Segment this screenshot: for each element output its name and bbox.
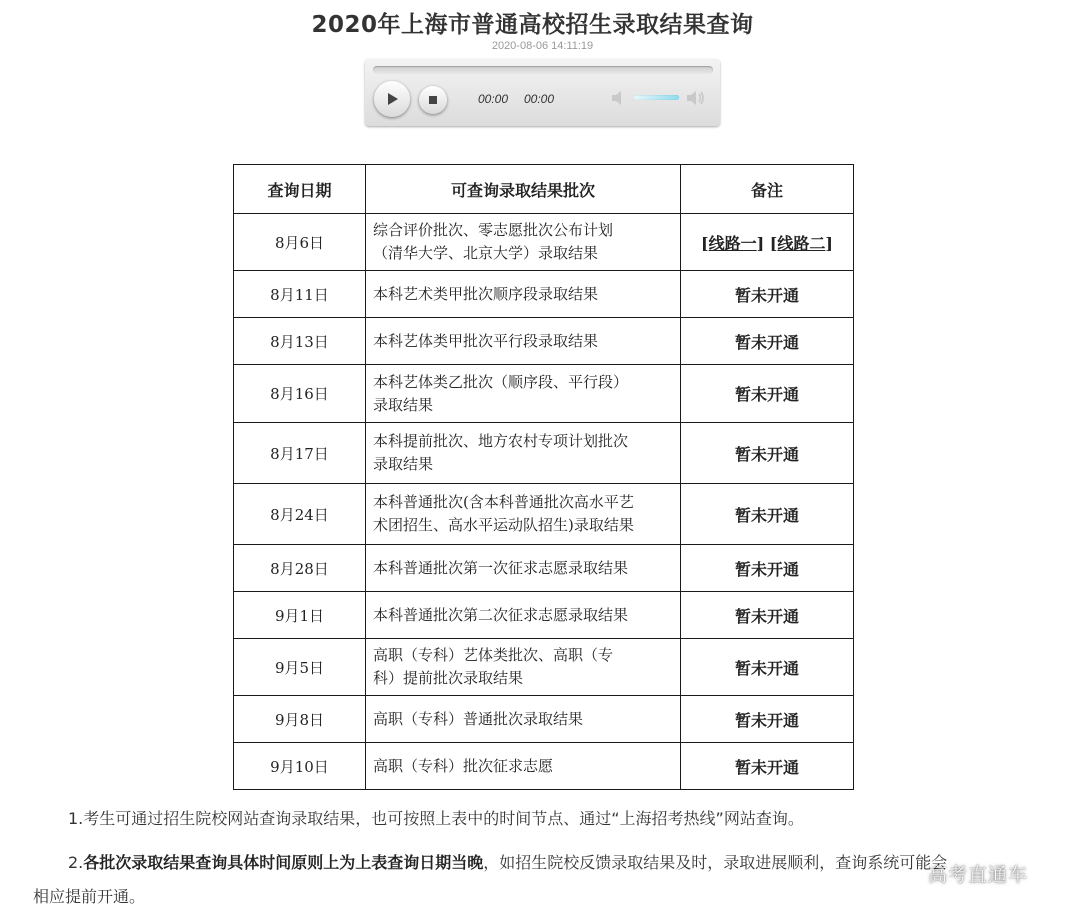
row-batch-line: 本科提前批次、地方农村专项计划批次 (373, 432, 629, 450)
row-batch (366, 696, 681, 743)
row-note: 暂未开通 (681, 639, 854, 696)
table-row (234, 214, 854, 271)
table-row (234, 639, 854, 696)
row-date: 9月8日 (234, 696, 366, 743)
audio-player (365, 59, 720, 126)
row-batch (366, 423, 681, 484)
play-button[interactable] (374, 81, 410, 117)
stop-icon (428, 95, 438, 105)
row-batch (366, 271, 681, 318)
note-2-prefix: 2. (68, 853, 84, 872)
row-batch-line: 术团招生、高水平运动队招生)录取结果 (373, 516, 634, 534)
publish-date: 2020-08-06 14:11:19 (491, 40, 594, 52)
table-row (234, 423, 854, 484)
row-note: 暂未开通 (681, 592, 854, 639)
row-batch (366, 365, 681, 423)
table-row (234, 696, 854, 743)
note-2 (68, 850, 1058, 873)
table-row (234, 592, 854, 639)
row-batch-line: 录取结果 (373, 455, 434, 473)
row-batch-line: 综合评价批次、零志愿批次公布计划 (373, 221, 614, 239)
table-row (234, 271, 854, 318)
header-batch: 可查询录取结果批次 (366, 165, 681, 214)
route-two-link[interactable]: 线路二 (777, 233, 826, 253)
row-batch-line: 本科普通批次(含本科普通批次高水平艺 (373, 493, 634, 511)
header-date: 查询日期 (234, 165, 366, 214)
note-1: 1.考生可通过招生院校网站查询录取结果，也可按照上表中的时间节点、通过“上海招考热线”网站查询。 (68, 809, 804, 828)
row-batch-line: 录取结果 (373, 395, 434, 414)
row-batch (366, 545, 681, 592)
table-row (234, 545, 854, 592)
row-batch (366, 639, 681, 696)
row-batch-line: （清华大学、北京大学）录取结果 (373, 244, 599, 262)
table-row (234, 318, 854, 365)
table-row (234, 365, 854, 423)
note-3: 相应提前开通。 (33, 887, 146, 906)
row-date: 8月6日 (234, 214, 366, 271)
table-row (234, 743, 854, 790)
row-batch-line: 高职（专科）艺体类批次、高职（专 (373, 646, 614, 664)
row-batch (366, 214, 681, 271)
volume-high-icon[interactable] (686, 90, 706, 106)
stop-button[interactable] (419, 86, 447, 114)
row-note: 暂未开通 (681, 743, 854, 790)
row-batch (366, 318, 681, 365)
row-batch (366, 592, 681, 639)
row-batch (366, 484, 681, 545)
play-icon (385, 92, 399, 106)
row-date: 9月10日 (234, 743, 366, 790)
row-date: 8月16日 (234, 365, 366, 423)
page-title: 2020年上海市普通高校招生录取结果查询 (311, 12, 754, 38)
row-batch-line: 高职（专科）批次征求志愿 (373, 756, 554, 775)
row-date: 8月28日 (234, 545, 366, 592)
row-batch (366, 743, 681, 790)
row-date: 8月13日 (234, 318, 366, 365)
table-header-row (234, 165, 854, 214)
row-note: 暂未开通 (681, 318, 854, 365)
row-date: 8月24日 (234, 484, 366, 545)
volume-low-icon[interactable] (611, 90, 627, 106)
row-date: 9月1日 (234, 592, 366, 639)
row-note: 暂未开通 (681, 696, 854, 743)
row-batch-line: 本科艺体类乙批次（顺序段、平行段） (373, 372, 629, 391)
bracket: ] (825, 233, 833, 253)
progress-bar[interactable] (373, 66, 713, 74)
row-batch-line: 本科普通批次第二次征求志愿录取结果 (373, 605, 629, 624)
row-note (681, 214, 854, 271)
bracket: ] (756, 233, 765, 253)
row-date: 8月11日 (234, 271, 366, 318)
current-time: 00:00 (478, 92, 509, 106)
watermark: 高考直通车 (928, 864, 1029, 886)
volume-slider[interactable] (633, 95, 679, 100)
row-date: 9月5日 (234, 639, 366, 696)
row-note: 暂未开通 (681, 423, 854, 484)
row-batch-line: 本科艺术类甲批次顺序段录取结果 (373, 284, 599, 303)
note-2-rest: ，如招生院校反馈录取结果及时，录取进展顺利，查询系统可能会 (483, 853, 948, 872)
note-2-emphasis: 各批次录取结果查询具体时间原则上为上表查询日期当晚 (83, 853, 484, 872)
row-note: 暂未开通 (681, 365, 854, 423)
header-note: 备注 (681, 165, 854, 214)
row-batch-line: 高职（专科）普通批次录取结果 (373, 709, 584, 728)
row-batch-line: 本科普通批次第一次征求志愿录取结果 (373, 558, 629, 577)
row-batch-line: 科）提前批次录取结果 (373, 669, 524, 687)
table-row (234, 484, 854, 545)
bracket: [ (769, 233, 778, 253)
row-note: 暂未开通 (681, 545, 854, 592)
row-note: 暂未开通 (681, 484, 854, 545)
row-batch-line: 本科艺体类甲批次平行段录取结果 (373, 331, 599, 350)
bracket: [ (701, 233, 709, 253)
duration: 00:00 (524, 92, 555, 106)
row-note: 暂未开通 (681, 271, 854, 318)
route-one-link[interactable]: 线路一 (708, 233, 757, 253)
row-date: 8月17日 (234, 423, 366, 484)
results-table (233, 164, 854, 790)
